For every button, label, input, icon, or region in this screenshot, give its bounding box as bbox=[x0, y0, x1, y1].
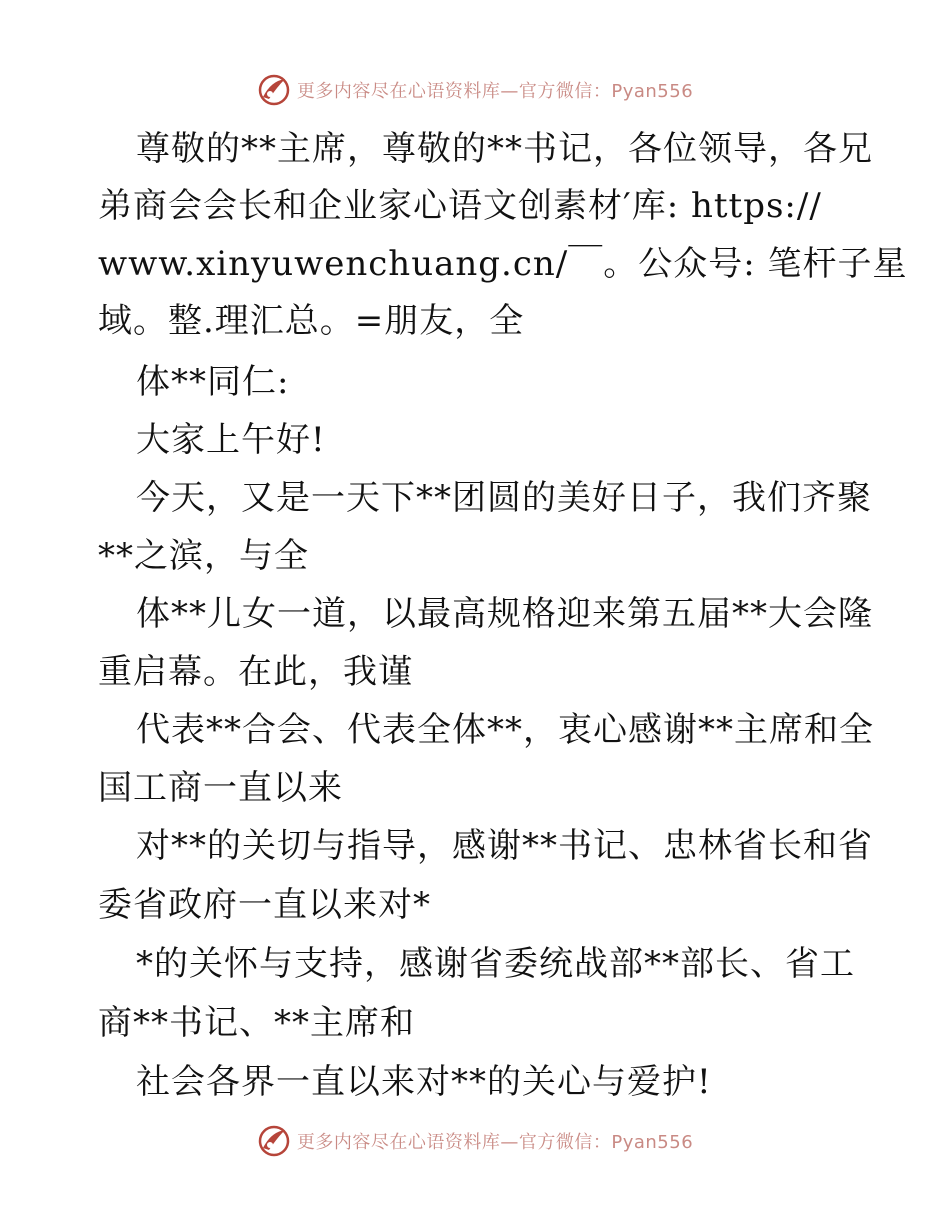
text-line: www.xinyuwenchuang.cn/￣。公众号: 笔杆子星 bbox=[98, 244, 908, 284]
header-banner-text: 更多内容尽在心语资料库—官方微信：Pyan556 bbox=[296, 81, 694, 102]
text-line: 体**同仁: bbox=[136, 362, 290, 402]
text-line: 国工商一直以来 bbox=[98, 768, 343, 808]
text-line: 今天，又是一天下**团圆的美好日子，我们齐聚 bbox=[136, 478, 872, 518]
pen-logo-icon bbox=[257, 73, 291, 107]
text-line: 商**书记、**主席和 bbox=[98, 1003, 415, 1043]
text-line: 社会各界一直以来对**的关心与爱护! bbox=[136, 1062, 712, 1102]
text-line: **之滨，与全 bbox=[98, 536, 309, 576]
text-line: 代表**合会、代表全体**，衷心感谢**主席和全 bbox=[136, 710, 874, 750]
footer-banner bbox=[0, 1121, 950, 1161]
header-banner bbox=[0, 70, 950, 110]
pen-logo-icon bbox=[257, 1124, 291, 1158]
text-line: 对**的关切与指导，感谢**书记、忠林省长和省 bbox=[136, 826, 873, 866]
text-line: 尊敬的**主席，尊敬的**书记，各位领导，各兄 bbox=[136, 129, 873, 169]
text-line: *的关怀与支持，感谢省委统战部**部长、省工 bbox=[136, 944, 855, 984]
text-line: 弟商会会长和企业家心语文创素材′库: https:// bbox=[98, 186, 822, 226]
text-line: 委省政府一直以来对* bbox=[98, 885, 431, 925]
text-line: 重启幕。在此，我谨 bbox=[98, 652, 413, 692]
text-line: 大家上午好! bbox=[136, 420, 326, 460]
text-line: 体**儿女一道，以最高规格迎来第五届**大会隆 bbox=[136, 594, 873, 634]
text-line: 域。整.理汇总。=朋友，全 bbox=[98, 301, 525, 341]
footer-banner-text: 更多内容尽在心语资料库—官方微信：Pyan556 bbox=[296, 1132, 694, 1153]
